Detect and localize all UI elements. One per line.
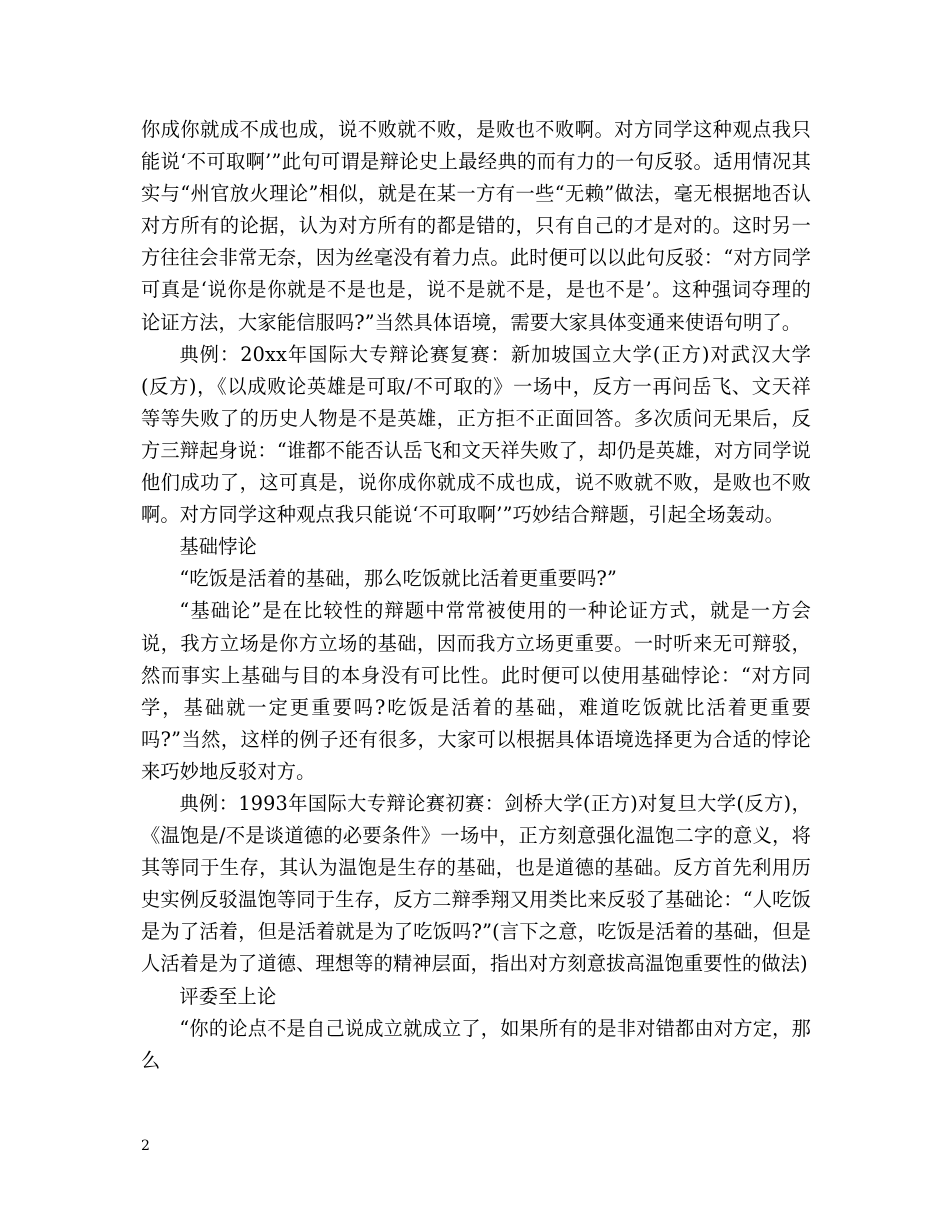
document-body [141,114,811,1077]
paragraph-continuation: 你成你就成不成也成，说不败就不败，是败也不败啊。对方同学这种观点我只能说‘不可取啊’”此句可谓是辩论史上最经典的而有力的一句反驳。适用情况其实与“州官放火理论”相似，就是在某一方有一些“无赖”做法，毫无根据地否认对方所有的论据，认为对方所有的都是错的，只有自己的才是对的。这时另一方往往会非常无奈，因为丝毫没有着力点。此时便可以以此句反驳：“对方同学可真是‘说你是你就是不是也是，说不是就不是，是也不是’。这种强词夺理的论证方法，大家能信服吗?”当然具体语境，需要大家具体变通来使语句明了。 [141,118,811,334]
paragraph-example-wenbao: 典例：1993年国际大专辩论赛初赛：剑桥大学(正方)对复旦大学(反方)，《温饱是/不是谈道德的必要条件》一场中，正方刻意强化温饱二字的意义，将其等同于生存，其认为温饱是生存的基础，也是道德的基础。反方首先利用历史实例反驳温饱等同于生存，反方二辩季翔又用类比来反驳了基础论：“人吃饭是为了活着，但是活着就是为了吃饭吗?”(言下之意，吃饭是活着的基础，但是人活着是为了道德、理想等的精神层面，指出对方刻意拔高温饱重要性的做法) [141,791,811,976]
paragraph-pingwei-start: “你的论点不是自己说成立就成立了，如果所有的是非对错都由对方定，那么 [141,1016,811,1072]
paragraph-jichulun: “基础论”是在比较性的辩题中常常被使用的一种论证方式，就是一方会说，我方立场是你方立场的基础，因而我方立场更重要。一时听来无可辩驳，然而事实上基础与目的本身没有可比性。此时便可以使用基础悖论：“对方同学，基础就一定更重要吗?吃饭是活着的基础，难道吃饭就比活着更重要吗?”当然，这样的例子还有很多，大家可以根据具体语境选择更为合适的悖论来巧妙地反驳对方。 [141,599,811,783]
section-heading-pingwei: 评委至上论 [179,984,277,1008]
paragraph-quote-chifan: “吃饭是活着的基础，那么吃饭就比活着更重要吗?” [179,567,618,591]
page-number: 2 [141,1138,150,1154]
paragraph-example-chengbai: 典例：20xx年国际大专辩论赛复赛：新加坡国立大学(正方)对武汉大学(反方)，《以成败论英雄是可取/不可取的》一场中，反方一再问岳飞、文天祥等等失败了的历史人物是不是英雄，正方拒不正面回答。多次质问无果后，反方三辩起身说：“谁都不能否认岳飞和文天祥失败了，却仍是英雄，对方同学说他们成功了，这可真是，说你成你就成不成也成，说不败就不败，是败也不败啊。对方同学这种观点我只能说‘不可取啊’”巧妙结合辩题，引起全场轰动。 [141,342,811,527]
section-heading-jichu-beilun: 基础悖论 [179,535,257,559]
